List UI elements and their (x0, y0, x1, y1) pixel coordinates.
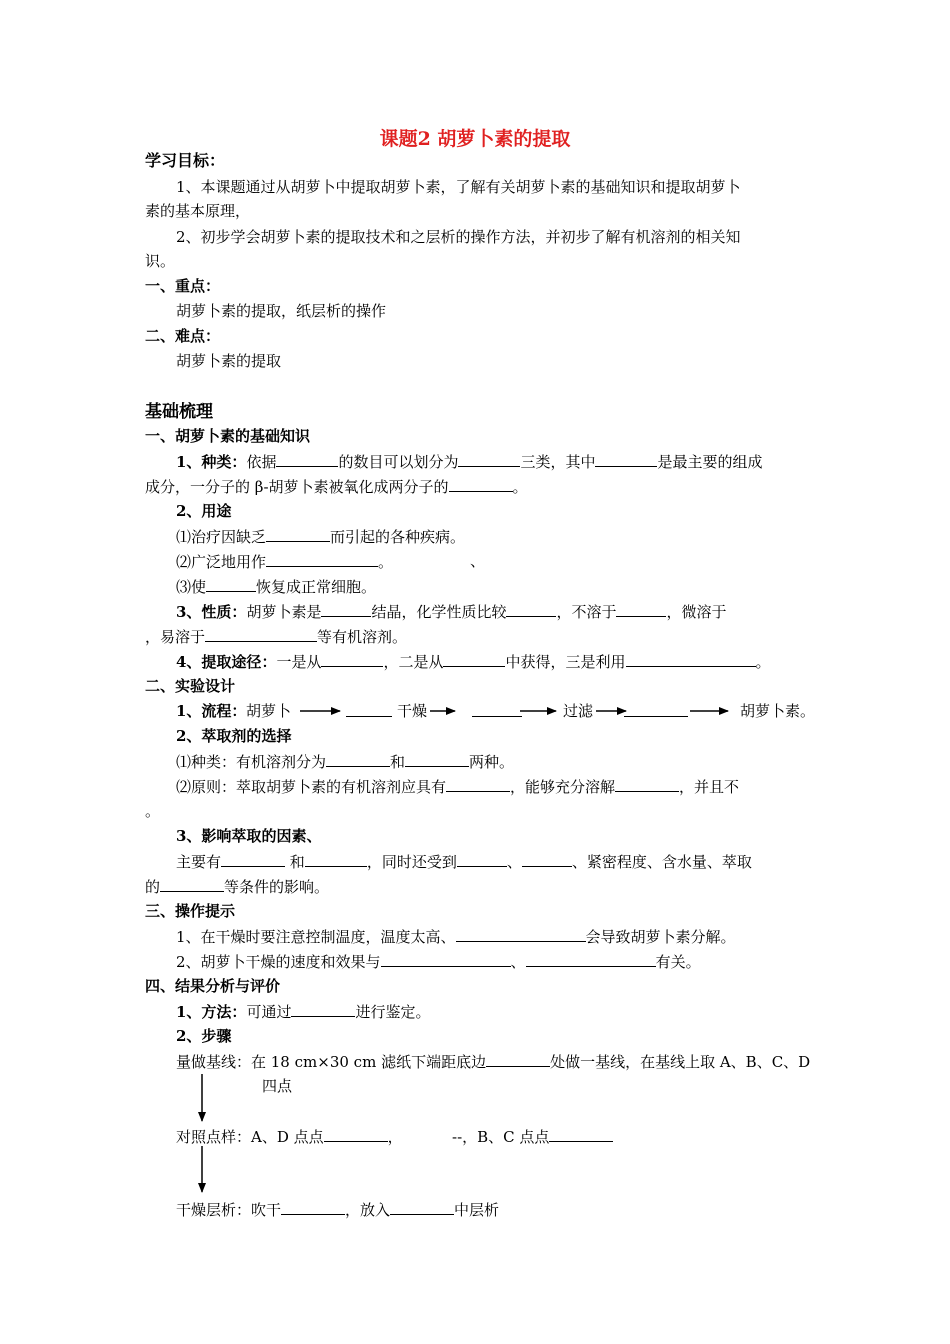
text-fragment: ，同时还受到 (366, 853, 457, 871)
text-fragment: 主要有 (176, 853, 222, 871)
text-fragment: 。 (378, 553, 394, 571)
text-fragment: ，能够充分溶解 (510, 778, 616, 796)
text-fragment: 而引起的各种疾病。 (330, 528, 466, 546)
text-fragment: ，并且不 (679, 778, 740, 796)
text-fragment: 的数目可以划分为 (338, 453, 459, 471)
steps-label: 2、步骤 (176, 1027, 232, 1045)
property-label: 3、性质： (176, 603, 247, 621)
text-fragment: 恢复成正常细胞。 (256, 578, 377, 596)
step-baseline-points: 四点 (262, 1077, 293, 1095)
text-fragment: ⑴治疗因缺乏 (176, 528, 267, 546)
text-fragment: 、 (510, 953, 526, 971)
analysis-heading: 四、结果分析与评价 (145, 977, 281, 995)
use-label: 2、用途 (176, 502, 232, 520)
text-fragment: 两种。 (469, 753, 515, 771)
difficulty-heading: 二、难点： (145, 327, 221, 345)
text-fragment: 进行鉴定。 (355, 1003, 431, 1021)
key-point-heading: 一、重点： (145, 277, 221, 295)
text-fragment: 可通过 (246, 1003, 292, 1021)
solvent-principle-end: 。 (145, 802, 161, 820)
text-fragment: 中层析 (454, 1201, 500, 1219)
text-fragment: 结晶，化学性质比较 (371, 603, 507, 621)
text-fragment: 的 (145, 878, 161, 896)
text-fragment: ⑵原则：萃取胡萝卜素的有机溶剂应具有 (176, 778, 447, 796)
text-fragment: 和 (390, 753, 406, 771)
text-fragment: 依据 (246, 453, 277, 471)
flow-label: 1、流程： (176, 702, 247, 720)
design-heading: 二、实验设计 (145, 677, 236, 695)
text-fragment: 中获得，三是利用 (505, 653, 626, 671)
difficulty-text: 胡萝卜素的提取 (176, 352, 282, 370)
objectives-heading: 学习目标： (145, 151, 226, 170)
text-fragment: 和 (289, 853, 305, 871)
text-fragment: 一是从 (276, 653, 322, 671)
text-fragment: 、 (506, 853, 522, 871)
text-fragment: ⑴种类：有机溶剂分为 (176, 753, 327, 771)
text-fragment: 会导致胡萝卜素分解。 (585, 928, 736, 946)
flow-step-carrot: 胡萝卜 (246, 702, 292, 720)
flow-step-filter: 过滤 (563, 702, 594, 720)
path-label: 4、提取途径： (176, 653, 277, 671)
text-fragment: ，易溶于 (145, 628, 206, 646)
text-fragment: 等条件的影响。 (224, 878, 330, 896)
text-fragment: 1、在干燥时要注意控制温度，温度太高、 (176, 928, 456, 946)
section-1-heading: 一、胡萝卜素的基础知识 (145, 427, 311, 445)
objective-2-line2: 识。 (145, 252, 176, 270)
text-fragment: 、紧密程度、含水量、萃取 (571, 853, 752, 871)
text-fragment: 对照点样：A、D 点点 (176, 1128, 324, 1146)
text-fragment: ，微溶于 (666, 603, 727, 621)
text-fragment: 量做基线：在 18 cm×30 cm 滤纸下端距底边 (176, 1053, 487, 1071)
text-fragment: ，放入 (345, 1201, 391, 1219)
objective-2-line1: 2、初步学会胡萝卜素的提取技术和之层析的操作方法，并初步了解有机溶剂的相关知 (176, 228, 741, 246)
text-fragment: 三类，其中 (520, 453, 596, 471)
text-fragment: 干燥层析：吹干 (176, 1201, 282, 1219)
text-fragment: 胡萝卜素是 (246, 603, 322, 621)
text-fragment: ，二是从 (383, 653, 444, 671)
objective-1-line1: 1、本课题通过从胡萝卜中提取胡萝卜素，了解有关胡萝卜素的基础知识和提取胡萝卜 (176, 178, 741, 196)
flow-step-product: 胡萝卜素。 (740, 702, 816, 720)
text-fragment: 等有机溶剂。 (317, 628, 408, 646)
text-fragment: 成分，一分子的 β-胡萝卜素被氧化成两分子的 (145, 478, 449, 496)
kind-label: 1、种类： (176, 453, 247, 471)
text-fragment: 是最主要的组成 (657, 453, 763, 471)
text-fragment: 处做一基线，在基线上取 A、B、C、D (550, 1053, 811, 1071)
use-item-2-sep: 、 (470, 552, 486, 570)
flow-step-dry: 干燥 (397, 702, 428, 720)
tips-heading: 三、操作提示 (145, 902, 236, 920)
method-label: 1、方法： (176, 1003, 247, 1021)
text-fragment: ⑶使 (176, 578, 207, 596)
factor-label: 3、影响萃取的因素、 (176, 827, 322, 845)
text-fragment: ，不溶于 (556, 603, 617, 621)
key-point-text: 胡萝卜素的提取，纸层析的操作 (176, 302, 387, 320)
text-fragment: 。 (755, 653, 771, 671)
page-title: 课题2 胡萝卜素的提取 (379, 128, 571, 150)
basics-heading: 基础梳理 (145, 402, 213, 422)
text-fragment: --，B、C 点点 (452, 1128, 550, 1146)
objective-1-line2: 素的基本原理， (145, 202, 251, 220)
text-fragment: ， (387, 1128, 403, 1146)
text-fragment: ⑵广泛地用作 (176, 553, 267, 571)
text-fragment: 2、胡萝卜干燥的速度和效果与 (176, 953, 381, 971)
text-fragment: 。 (512, 478, 528, 496)
solvent-label: 2、萃取剂的选择 (176, 727, 292, 745)
text-fragment: 有关。 (655, 953, 701, 971)
